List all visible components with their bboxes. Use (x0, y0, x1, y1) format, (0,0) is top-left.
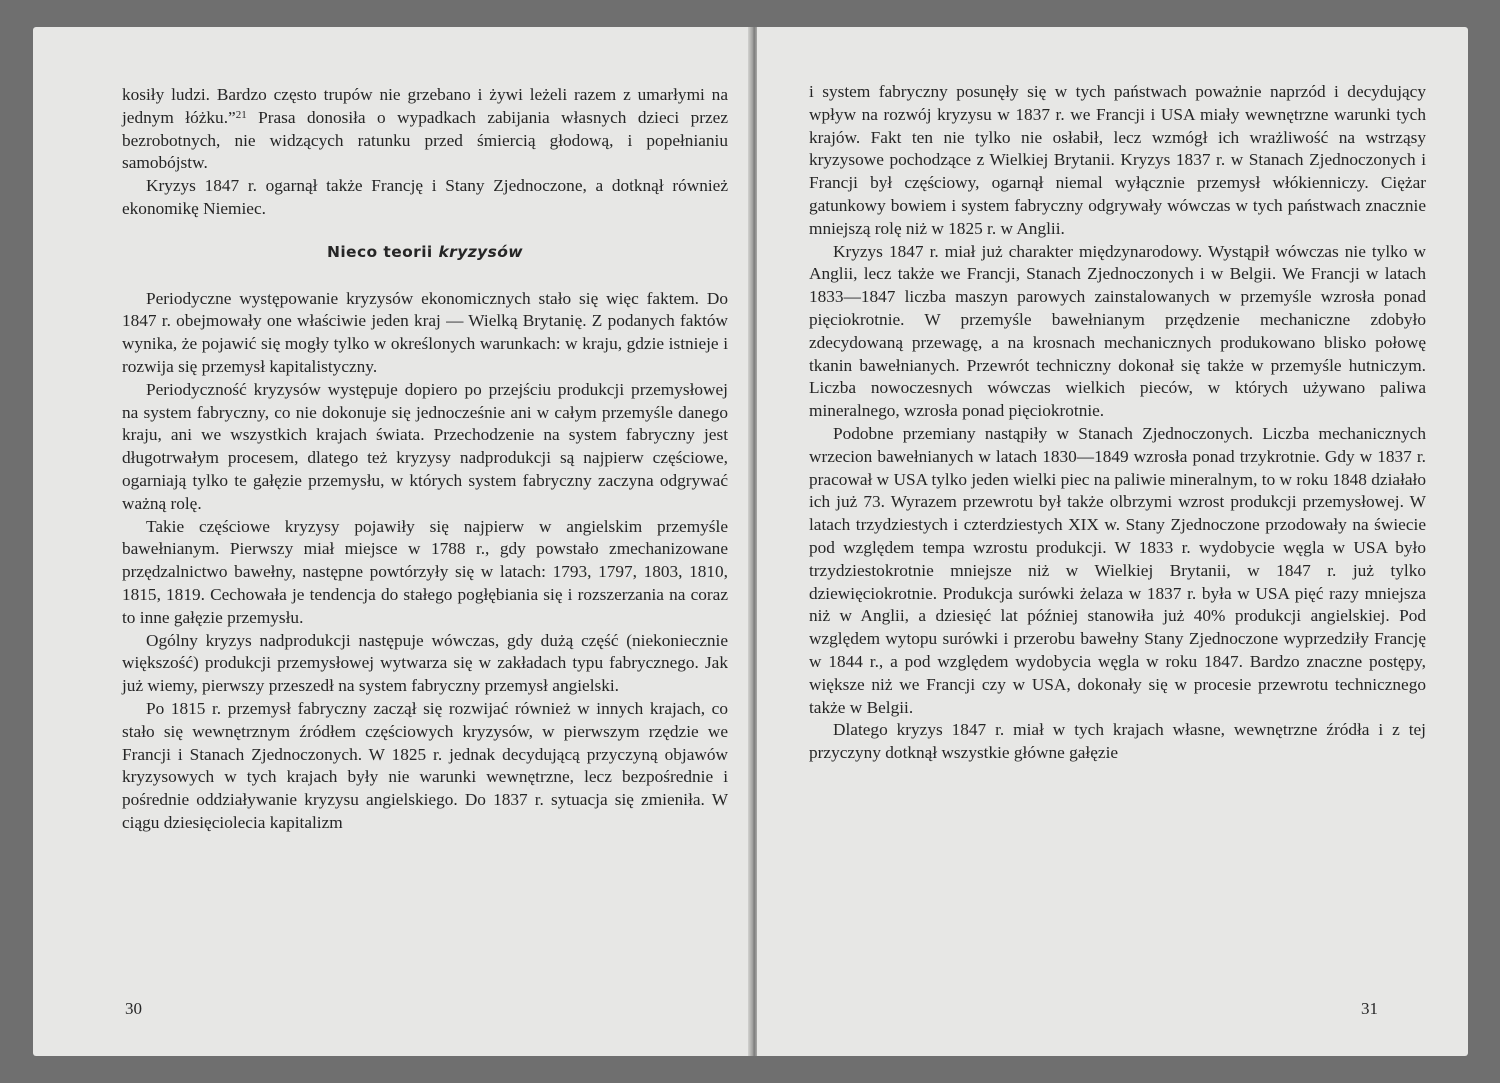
paragraph-text: Prasa donosiła o wypadkach zabijania własnych dzieci przez bezrobotnych, nie widzących ratunku przed śmiercią głodową, i popełnianiu samobójstw. (122, 107, 728, 173)
heading-text-italic: kryzysów (438, 242, 524, 261)
paragraph: Dlatego kryzys 1847 r. miał w tych krajach własne, wewnętrzne źródła i z tej przyczyny dotknął wszystkie główne gałęzie (809, 720, 1426, 763)
paragraph: Kryzys 1847 r. miał już charakter międzynarodowy. Wystąpił wówczas nie tylko w Anglii, lecz także we Francji, Stanach Zjednoczonych i w Belgii. We Francji w latach 1833—1847 liczba maszyn parowych zainstalowanych w przemyśle wzrosła ponad pięciokrotnie. W przemyśle bawełnianym przędzenie mechaniczne zdobyło zdecydowaną przewagę, a na krosnach mechanicznych produkowano blisko połowę tkanin bawełnianych. Przewrót techniczny dokonał się także w przemyśle hutniczym. Liczba nowoczesnych wówczas wielkich pieców, w których używano paliwa mineralnego, wzrosła ponad pięciokrotnie. (809, 241, 1426, 421)
left-page (33, 27, 750, 1056)
paragraph: Periodyczność kryzysów występuje dopiero po przejściu produkcji przemysłowej na system fabryczny, co nie dokonuje się jednocześnie ani w całym przemyśle danego kraju, ani we wszystkich krajach świata. Przechodzenie na system fabryczny jest długotrwałym procesem, dlatego też kryzysy nadprodukcji są najpierw częściowe, ogarniają tylko te gałęzie przemysłu, w których system fabryczny zaczyna odgrywać ważną rolę. (122, 379, 728, 513)
right-page (757, 27, 1468, 1056)
paragraph: Podobne przemiany nastąpiły w Stanach Zjednoczonych. Liczba mechanicznych wrzecion bawełnianych w latach 1830—1849 wzrosła ponad trzykrotnie. Gdy w 1837 r. pracował w USA tylko jeden wielki piec na paliwie mineralnym, to w roku 1848 działało ich już 73. Wyrazem przewrotu był także olbrzymi wzrost produkcji przemysłowej. W latach trzydziestych i czterdziestych XIX w. Stany Zjednoczone przodowały na świecie pod względem tempa wzrostu produkcji. W 1833 r. wydobycie węgla w USA było trzydziestokrotnie mniejsze niż w Wielkiej Brytanii, w 1847 r. już tylko dziewięciokrotnie. Produkcja surówki żelaza w 1837 r. była w USA pięć razy mniejsza niż w Anglii, a dziesięć lat później stanowiła już 40% produkcji angielskiej. Pod względem wytopu surówki i przerobu bawełny Stany Zjednoczone wyprzedziły Francję w 1844 r., a pod względem wydobycia węgla w roku 1847. Bardzo znaczne postępy, większe niż we Francji czy w USA, dokonały się w procesie przewrotu technicznego także w Belgii. (809, 423, 1426, 717)
right-page-text (809, 81, 1426, 765)
paragraph: i system fabryczny posunęły się w tych państwach poważnie naprzód i decydujący wpływ na rozwój kryzysu w 1837 r. we Francji i USA miały wewnętrzne warunki tych krajów. Fakt ten nie tylko nie osłabił, lecz wzmógł ich wrażliwość na wstrząsy kryzysowe pochodzące z Wielkiej Brytanii. Kryzys 1837 r. w Stanach Zjednoczonych i Francji był częściowy, ogarnął niemal wyłącznie przemysł włókienniczy. Ciężar gatunkowy bowiem i system fabryczny odgrywały wówczas w tych państwach znacznie mniejszą rolę niż w 1825 r. w Anglii. (809, 82, 1426, 238)
paragraph-text: kosiły ludzi. Bardzo często trupów nie grzebano i żywi leżeli razem z umarłymi na jednym łóżku.” (122, 85, 728, 127)
paragraph: Ogólny kryzys nadprodukcji następuje wówczas, gdy dużą część (niekoniecznie większość) produkcji przemysłowej wytwarza się w zakładach typu fabrycznego. Jak już wiemy, pierwszy przeszedł na system fabryczny przemysł angielski. (122, 630, 728, 696)
paragraph: Takie częściowe kryzysy pojawiły się najpierw w angielskim przemyśle bawełnianym. Pierwszy miał miejsce w 1788 r., gdy powstało zmechanizowane przędzalnictwo bawełny, następne powtórzyły się w latach: 1793, 1797, 1803, 1810, 1815, 1819. Cechowała je tendencja do stałego pogłębiania się i rozszerzania na coraz to inne gałęzie przemysłu. (122, 516, 728, 627)
section-heading (122, 221, 728, 288)
page-number: 30 (125, 999, 142, 1018)
paragraph: Periodyczne występowanie kryzysów ekonomicznych stało się więc faktem. Do 1847 r. obejmowały one właściwie jeden kraj — Wielką Brytanię. Z podanych faktów wynika, że pojawić się mogły tylko w określonych warunkach: w kraju, gdzie istnieje i rozwija się przemysł kapitalistyczny. (122, 288, 728, 376)
paragraph: Po 1815 r. przemysł fabryczny zaczął się rozwijać również w innych krajach, co stało się wewnętrznym źródłem częściowych kryzysów, w pierwszym rzędzie we Francji i Stanach Zjednoczonych. W 1825 r. jednak decydującą przyczyną objawów kryzysowych w tych krajach były nie warunki wewnętrzne, lecz bezpośrednie i pośrednie oddziaływanie kryzysu angielskiego. Do 1837 r. sytuacja się zmieniła. W ciągu dziesięciolecia kapitalizm (122, 698, 728, 832)
paragraph (122, 84, 728, 175)
page-number: 31 (1361, 999, 1378, 1018)
left-page-text (122, 84, 728, 835)
footnote-reference[interactable]: 21 (235, 108, 247, 121)
heading-text: Nieco teorii (326, 242, 433, 261)
paragraph: Kryzys 1847 r. ogarnął także Francję i Stany Zjednoczone, a dotknął również ekonomikę Niemiec. (122, 176, 728, 218)
